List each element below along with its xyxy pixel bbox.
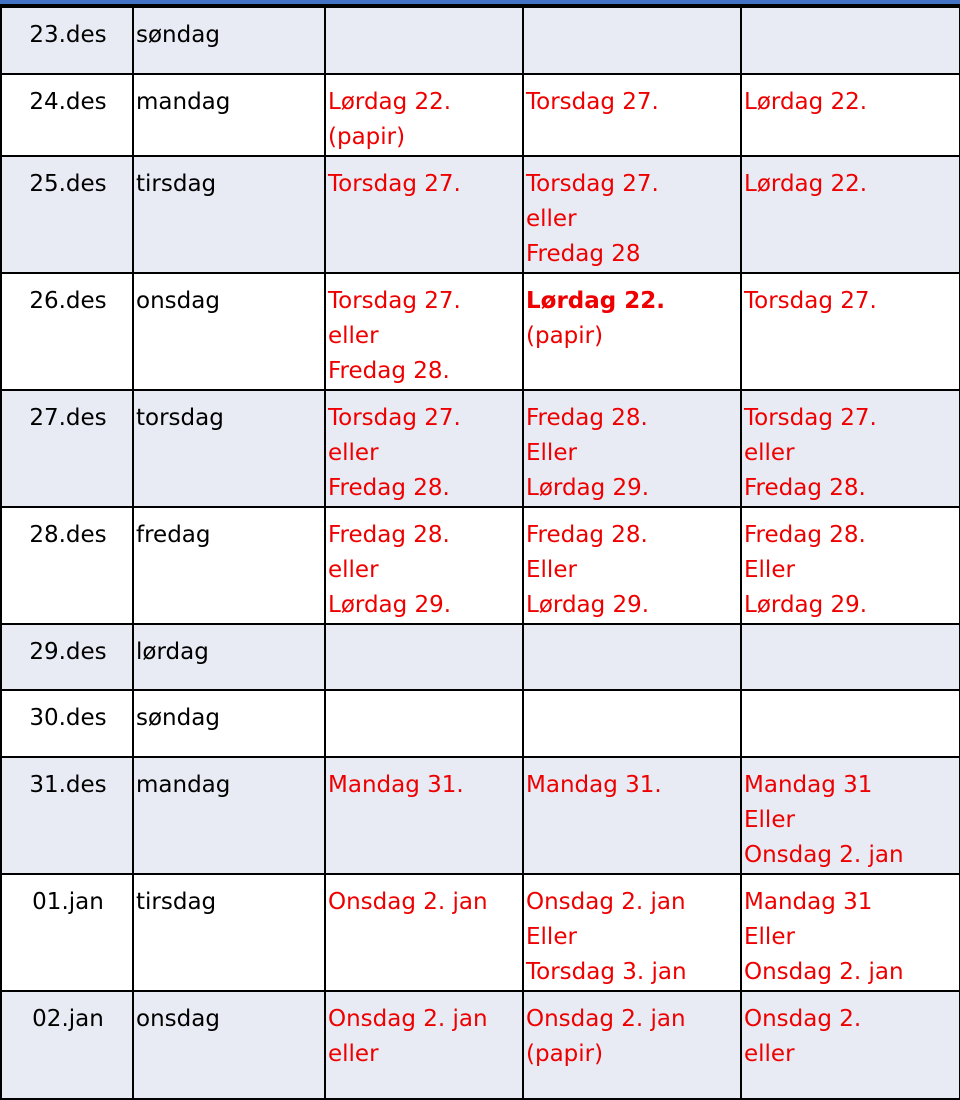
option-line: Onsdag 2. jan <box>526 889 686 915</box>
date-cell: 26.des <box>1 273 133 390</box>
date-cell: 31.des <box>1 757 133 874</box>
weekday-cell: mandag <box>133 74 325 156</box>
option-cell-3 <box>741 507 960 624</box>
option-line: Fredag 28. <box>526 405 648 431</box>
option-cell-3 <box>741 74 960 156</box>
option-cell-2 <box>523 690 741 757</box>
option-line: Torsdag 27. <box>526 171 659 197</box>
table-row <box>1 507 960 624</box>
option-cell-3 <box>741 156 960 273</box>
option-cell-2 <box>523 74 741 156</box>
date-cell: 24.des <box>1 74 133 156</box>
weekday-cell: onsdag <box>133 991 325 1099</box>
option-cell-1 <box>325 874 523 991</box>
option-line: eller <box>328 323 379 349</box>
date-cell: 29.des <box>1 624 133 690</box>
option-line: Fredag 28. <box>744 475 866 501</box>
option-cell-3 <box>741 390 960 507</box>
option-cell-3 <box>741 874 960 991</box>
option-line: Lørdag 22. <box>744 89 868 115</box>
option-cell-3 <box>741 624 960 690</box>
option-cell-2 <box>523 390 741 507</box>
option-line: Mandag 31 <box>744 772 873 798</box>
option-cell-1 <box>325 757 523 874</box>
option-cell-1 <box>325 624 523 690</box>
option-line: Fredag 28. <box>526 522 648 548</box>
weekday-cell: mandag <box>133 757 325 874</box>
weekday-cell: lørdag <box>133 624 325 690</box>
date-cell: 30.des <box>1 690 133 757</box>
option-line: eller <box>328 1041 379 1067</box>
option-cell-2 <box>523 7 741 74</box>
option-line: Lørdag 29. <box>526 592 650 618</box>
option-line: Eller <box>526 924 577 950</box>
delivery-schedule-table <box>0 6 960 1100</box>
option-line: Fredag 28. <box>328 358 450 384</box>
option-cell-2 <box>523 156 741 273</box>
option-cell-1 <box>325 7 523 74</box>
option-line: eller <box>744 440 795 466</box>
option-cell-1 <box>325 991 523 1099</box>
weekday-cell: tirsdag <box>133 156 325 273</box>
option-cell-2 <box>523 273 741 390</box>
option-cell-3 <box>741 7 960 74</box>
option-line: Torsdag 27. <box>744 288 877 314</box>
option-line: eller <box>526 206 577 232</box>
weekday-cell: søndag <box>133 7 325 74</box>
option-line: Torsdag 27. <box>328 405 461 431</box>
weekday-cell: torsdag <box>133 390 325 507</box>
option-line: Lørdag 22. <box>526 288 665 314</box>
option-cell-3 <box>741 991 960 1099</box>
option-line: Eller <box>744 924 795 950</box>
option-line: eller <box>744 1041 795 1067</box>
option-line: Torsdag 27. <box>744 405 877 431</box>
option-line: Fredag 28 <box>526 241 641 267</box>
date-cell: 28.des <box>1 507 133 624</box>
option-cell-3 <box>741 757 960 874</box>
table-row <box>1 273 960 390</box>
option-line: Lørdag 22. <box>328 89 452 115</box>
option-line: Lørdag 29. <box>328 592 452 618</box>
option-line: Torsdag 27. <box>328 288 461 314</box>
weekday-cell: fredag <box>133 507 325 624</box>
weekday-cell: onsdag <box>133 273 325 390</box>
option-line: Onsdag 2. <box>744 1006 862 1032</box>
option-line: Onsdag 2. jan <box>328 889 488 915</box>
option-line: Lørdag 22. <box>744 171 868 197</box>
option-line: Lørdag 29. <box>526 475 650 501</box>
option-cell-1 <box>325 390 523 507</box>
option-line: Fredag 28. <box>744 522 866 548</box>
option-line: Fredag 28. <box>328 475 450 501</box>
option-line: Torsdag 27. <box>328 171 461 197</box>
date-cell: 23.des <box>1 7 133 74</box>
option-cell-2 <box>523 624 741 690</box>
date-cell: 27.des <box>1 390 133 507</box>
table-row <box>1 991 960 1099</box>
date-cell: 01.jan <box>1 874 133 991</box>
table-row <box>1 156 960 273</box>
option-line: (papir) <box>526 1041 604 1067</box>
option-cell-1 <box>325 690 523 757</box>
option-line: Eller <box>526 440 577 466</box>
option-line: Torsdag 3. jan <box>526 959 687 985</box>
option-line: (papir) <box>328 124 406 150</box>
table-row <box>1 874 960 991</box>
option-line: Onsdag 2. jan <box>526 1006 686 1032</box>
option-line: Lørdag 29. <box>744 592 868 618</box>
date-cell: 02.jan <box>1 991 133 1099</box>
option-line: Mandag 31. <box>328 772 464 798</box>
option-cell-2 <box>523 757 741 874</box>
table-row <box>1 624 960 690</box>
table-row <box>1 757 960 874</box>
option-line: eller <box>328 440 379 466</box>
weekday-cell: søndag <box>133 690 325 757</box>
table-row <box>1 390 960 507</box>
option-cell-2 <box>523 874 741 991</box>
table-row <box>1 690 960 757</box>
option-line: Eller <box>744 807 795 833</box>
option-line: Mandag 31 <box>744 889 873 915</box>
option-line: Torsdag 27. <box>526 89 659 115</box>
option-line: Mandag 31. <box>526 772 662 798</box>
option-line: (papir) <box>526 323 604 349</box>
option-cell-1 <box>325 156 523 273</box>
schedule-rows <box>1 7 960 1099</box>
option-line: Eller <box>526 557 577 583</box>
option-line: Onsdag 2. jan <box>744 959 904 985</box>
date-cell: 25.des <box>1 156 133 273</box>
option-line: Onsdag 2. jan <box>744 842 904 868</box>
table-row <box>1 74 960 156</box>
option-cell-1 <box>325 273 523 390</box>
option-line: Onsdag 2. jan <box>328 1006 488 1032</box>
option-cell-1 <box>325 74 523 156</box>
weekday-cell: tirsdag <box>133 874 325 991</box>
option-cell-3 <box>741 273 960 390</box>
option-cell-1 <box>325 507 523 624</box>
option-line: eller <box>328 557 379 583</box>
option-cell-2 <box>523 507 741 624</box>
option-line: Eller <box>744 557 795 583</box>
option-cell-3 <box>741 690 960 757</box>
table-row <box>1 7 960 74</box>
option-line: Fredag 28. <box>328 522 450 548</box>
option-cell-2 <box>523 991 741 1099</box>
